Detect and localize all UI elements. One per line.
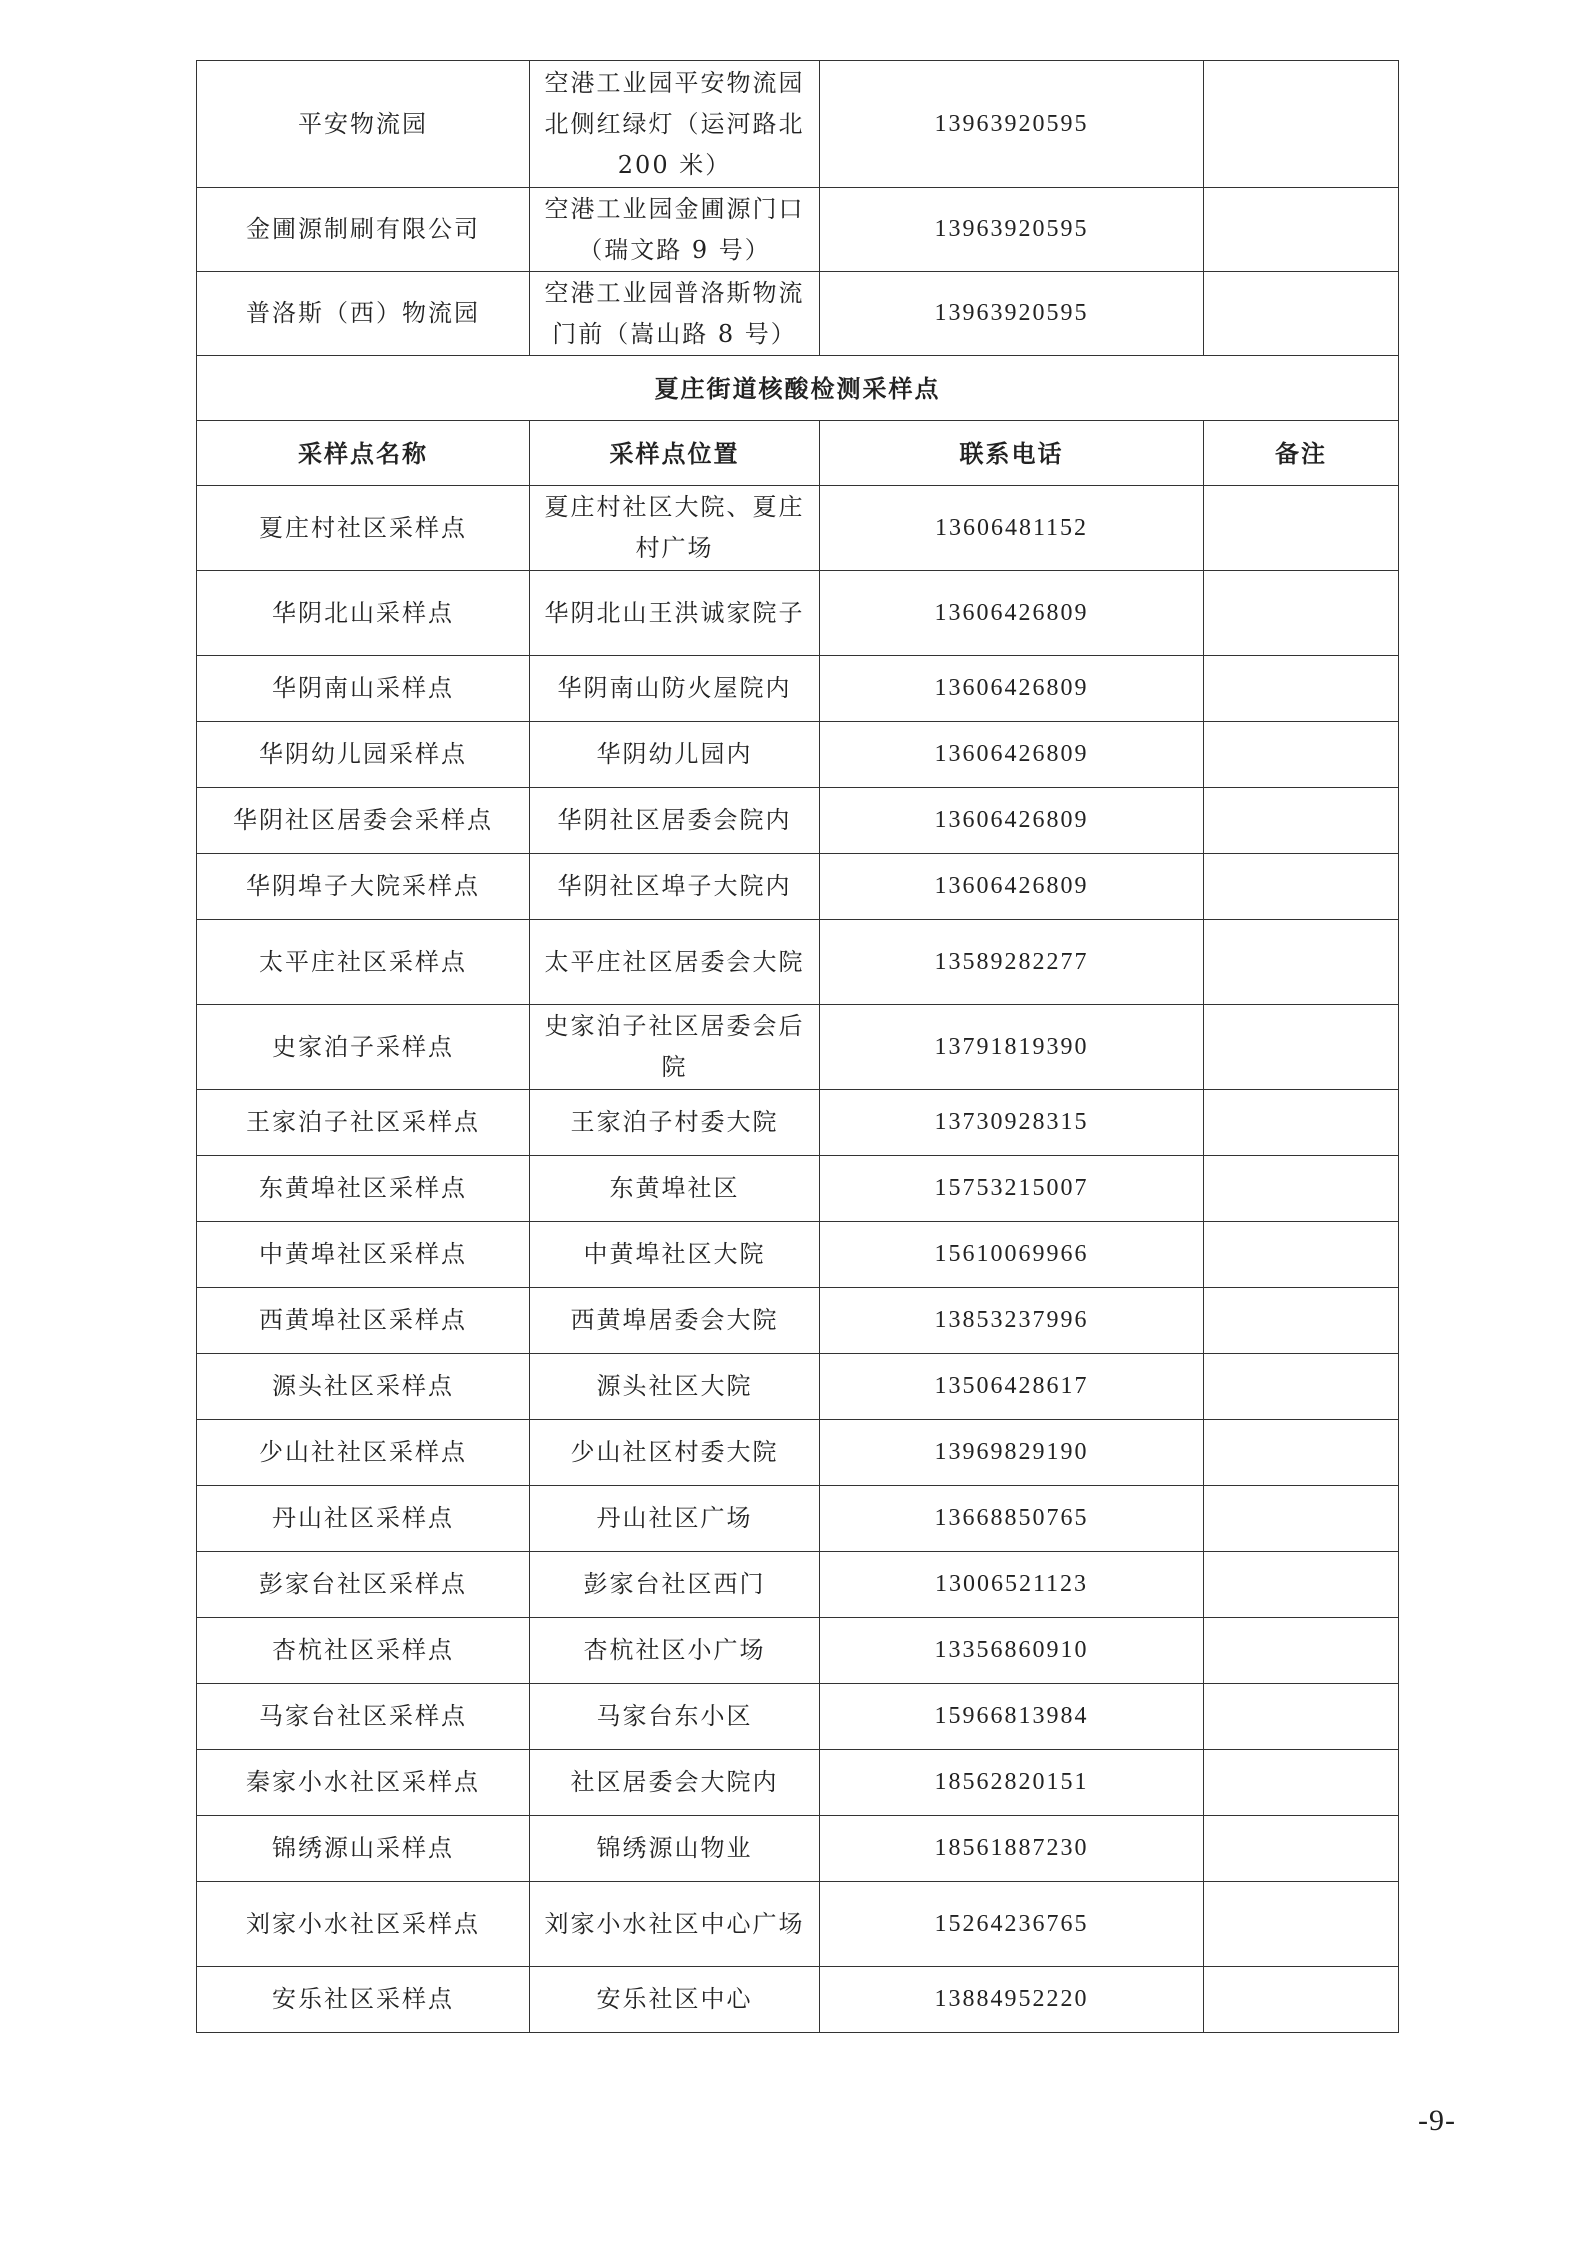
site-name: 马家台社区采样点 [197, 1684, 530, 1750]
header-phone: 联系电话 [820, 421, 1204, 486]
contact-phone: 13356860910 [820, 1618, 1204, 1684]
table-row [197, 920, 1399, 1005]
remark [1204, 1486, 1399, 1552]
site-location: 刘家小水社区中心广场 [530, 1882, 820, 1967]
site-location: 彭家台社区西门 [530, 1552, 820, 1618]
site-name: 华阴幼儿园采样点 [197, 722, 530, 788]
site-name: 彭家台社区采样点 [197, 1552, 530, 1618]
table-row [197, 1967, 1399, 2033]
remark [1204, 1420, 1399, 1486]
site-location: 中黄埠社区大院 [530, 1222, 820, 1288]
site-location: 丹山社区广场 [530, 1486, 820, 1552]
table-row [197, 722, 1399, 788]
site-name: 源头社区采样点 [197, 1354, 530, 1420]
contact-phone: 18561887230 [820, 1816, 1204, 1882]
site-name: 丹山社区采样点 [197, 1486, 530, 1552]
site-name: 杏杭社区采样点 [197, 1618, 530, 1684]
remark [1204, 1552, 1399, 1618]
site-location: 史家泊子社区居委会后院 [530, 1005, 820, 1090]
remark [1204, 1684, 1399, 1750]
site-name: 安乐社区采样点 [197, 1967, 530, 2033]
header-location: 采样点位置 [530, 421, 820, 486]
contact-phone: 15966813984 [820, 1684, 1204, 1750]
remark [1204, 1882, 1399, 1967]
contact-phone: 13730928315 [820, 1090, 1204, 1156]
site-location: 空港工业园金圃源门口（瑞文路 9 号） [530, 188, 820, 272]
site-location: 东黄埠社区 [530, 1156, 820, 1222]
header-name: 采样点名称 [197, 421, 530, 486]
contact-phone: 13606426809 [820, 788, 1204, 854]
site-location: 华阴北山王洪诚家院子 [530, 571, 820, 656]
site-name: 华阴社区居委会采样点 [197, 788, 530, 854]
contact-phone: 13506428617 [820, 1354, 1204, 1420]
site-name: 西黄埠社区采样点 [197, 1288, 530, 1354]
contact-phone: 15264236765 [820, 1882, 1204, 1967]
contact-phone: 13791819390 [820, 1005, 1204, 1090]
remark [1204, 272, 1399, 356]
site-name: 平安物流园 [197, 61, 530, 188]
remark [1204, 61, 1399, 188]
table-row [197, 1486, 1399, 1552]
site-location: 安乐社区中心 [530, 1967, 820, 2033]
contact-phone: 13853237996 [820, 1288, 1204, 1354]
section-title: 夏庄街道核酸检测采样点 [197, 356, 1399, 421]
contact-phone: 13589282277 [820, 920, 1204, 1005]
site-location: 马家台东小区 [530, 1684, 820, 1750]
table-row [197, 1552, 1399, 1618]
site-name: 锦绣源山采样点 [197, 1816, 530, 1882]
site-name: 华阴北山采样点 [197, 571, 530, 656]
contact-phone: 13606426809 [820, 656, 1204, 722]
site-name: 太平庄社区采样点 [197, 920, 530, 1005]
table-row [197, 1005, 1399, 1090]
remark [1204, 1750, 1399, 1816]
remark [1204, 788, 1399, 854]
site-location: 锦绣源山物业 [530, 1816, 820, 1882]
remark [1204, 722, 1399, 788]
site-name: 王家泊子社区采样点 [197, 1090, 530, 1156]
remark [1204, 1816, 1399, 1882]
table-row [197, 1156, 1399, 1222]
site-location: 华阴南山防火屋院内 [530, 656, 820, 722]
site-name: 中黄埠社区采样点 [197, 1222, 530, 1288]
table-row [197, 1354, 1399, 1420]
table-row [197, 788, 1399, 854]
table-row [197, 1222, 1399, 1288]
contact-phone: 13963920595 [820, 188, 1204, 272]
site-name: 少山社社区采样点 [197, 1420, 530, 1486]
remark [1204, 1090, 1399, 1156]
remark [1204, 1354, 1399, 1420]
table-row [197, 61, 1399, 188]
remark [1204, 1288, 1399, 1354]
site-location: 空港工业园普洛斯物流门前（嵩山路 8 号） [530, 272, 820, 356]
table-row [197, 854, 1399, 920]
site-name: 秦家小水社区采样点 [197, 1750, 530, 1816]
remark [1204, 486, 1399, 571]
table-row [197, 1816, 1399, 1882]
contact-phone: 13668850765 [820, 1486, 1204, 1552]
remark [1204, 920, 1399, 1005]
remark [1204, 188, 1399, 272]
site-location: 华阴社区居委会院内 [530, 788, 820, 854]
contact-phone: 15753215007 [820, 1156, 1204, 1222]
sampling-rows-body [197, 486, 1399, 2033]
site-location: 华阴社区埠子大院内 [530, 854, 820, 920]
site-location: 王家泊子村委大院 [530, 1090, 820, 1156]
contact-phone: 13006521123 [820, 1552, 1204, 1618]
remark [1204, 1005, 1399, 1090]
contact-phone: 13606481152 [820, 486, 1204, 571]
contact-phone: 13606426809 [820, 854, 1204, 920]
site-name: 夏庄村社区采样点 [197, 486, 530, 571]
table-row [197, 1750, 1399, 1816]
table-row [197, 1882, 1399, 1967]
header-row [197, 421, 1399, 486]
remark [1204, 1222, 1399, 1288]
sampling-points-table [196, 60, 1399, 2033]
site-name: 刘家小水社区采样点 [197, 1882, 530, 1967]
table-row [197, 1420, 1399, 1486]
contact-phone: 13969829190 [820, 1420, 1204, 1486]
contact-phone: 13606426809 [820, 722, 1204, 788]
site-name: 华阴埠子大院采样点 [197, 854, 530, 920]
site-location: 少山社区村委大院 [530, 1420, 820, 1486]
remark [1204, 571, 1399, 656]
site-name: 金圃源制刷有限公司 [197, 188, 530, 272]
site-location: 西黄埠居委会大院 [530, 1288, 820, 1354]
remark [1204, 1967, 1399, 2033]
remark [1204, 1618, 1399, 1684]
contact-phone: 18562820151 [820, 1750, 1204, 1816]
site-location: 空港工业园平安物流园北侧红绿灯（运河路北 200 米） [530, 61, 820, 188]
site-location: 太平庄社区居委会大院 [530, 920, 820, 1005]
table-row [197, 486, 1399, 571]
table-row [197, 188, 1399, 272]
remark [1204, 1156, 1399, 1222]
contact-phone: 13606426809 [820, 571, 1204, 656]
table-row [197, 1090, 1399, 1156]
table-row [197, 1288, 1399, 1354]
top-rows-body [197, 61, 1399, 486]
table-row [197, 1684, 1399, 1750]
table-row [197, 656, 1399, 722]
site-name: 普洛斯（西）物流园 [197, 272, 530, 356]
site-location: 社区居委会大院内 [530, 1750, 820, 1816]
site-name: 东黄埠社区采样点 [197, 1156, 530, 1222]
contact-phone: 15610069966 [820, 1222, 1204, 1288]
contact-phone: 13963920595 [820, 272, 1204, 356]
contact-phone: 13963920595 [820, 61, 1204, 188]
site-location: 源头社区大院 [530, 1354, 820, 1420]
contact-phone: 13884952220 [820, 1967, 1204, 2033]
site-name: 华阴南山采样点 [197, 656, 530, 722]
table-row [197, 272, 1399, 356]
table-row [197, 571, 1399, 656]
header-note: 备注 [1204, 421, 1399, 486]
site-location: 夏庄村社区大院、夏庄村广场 [530, 486, 820, 571]
section-row [197, 356, 1399, 421]
table-row [197, 1618, 1399, 1684]
site-location: 杏杭社区小广场 [530, 1618, 820, 1684]
site-name: 史家泊子采样点 [197, 1005, 530, 1090]
page-number: -9- [1418, 2104, 1456, 2137]
site-location: 华阴幼儿园内 [530, 722, 820, 788]
remark [1204, 854, 1399, 920]
remark [1204, 656, 1399, 722]
